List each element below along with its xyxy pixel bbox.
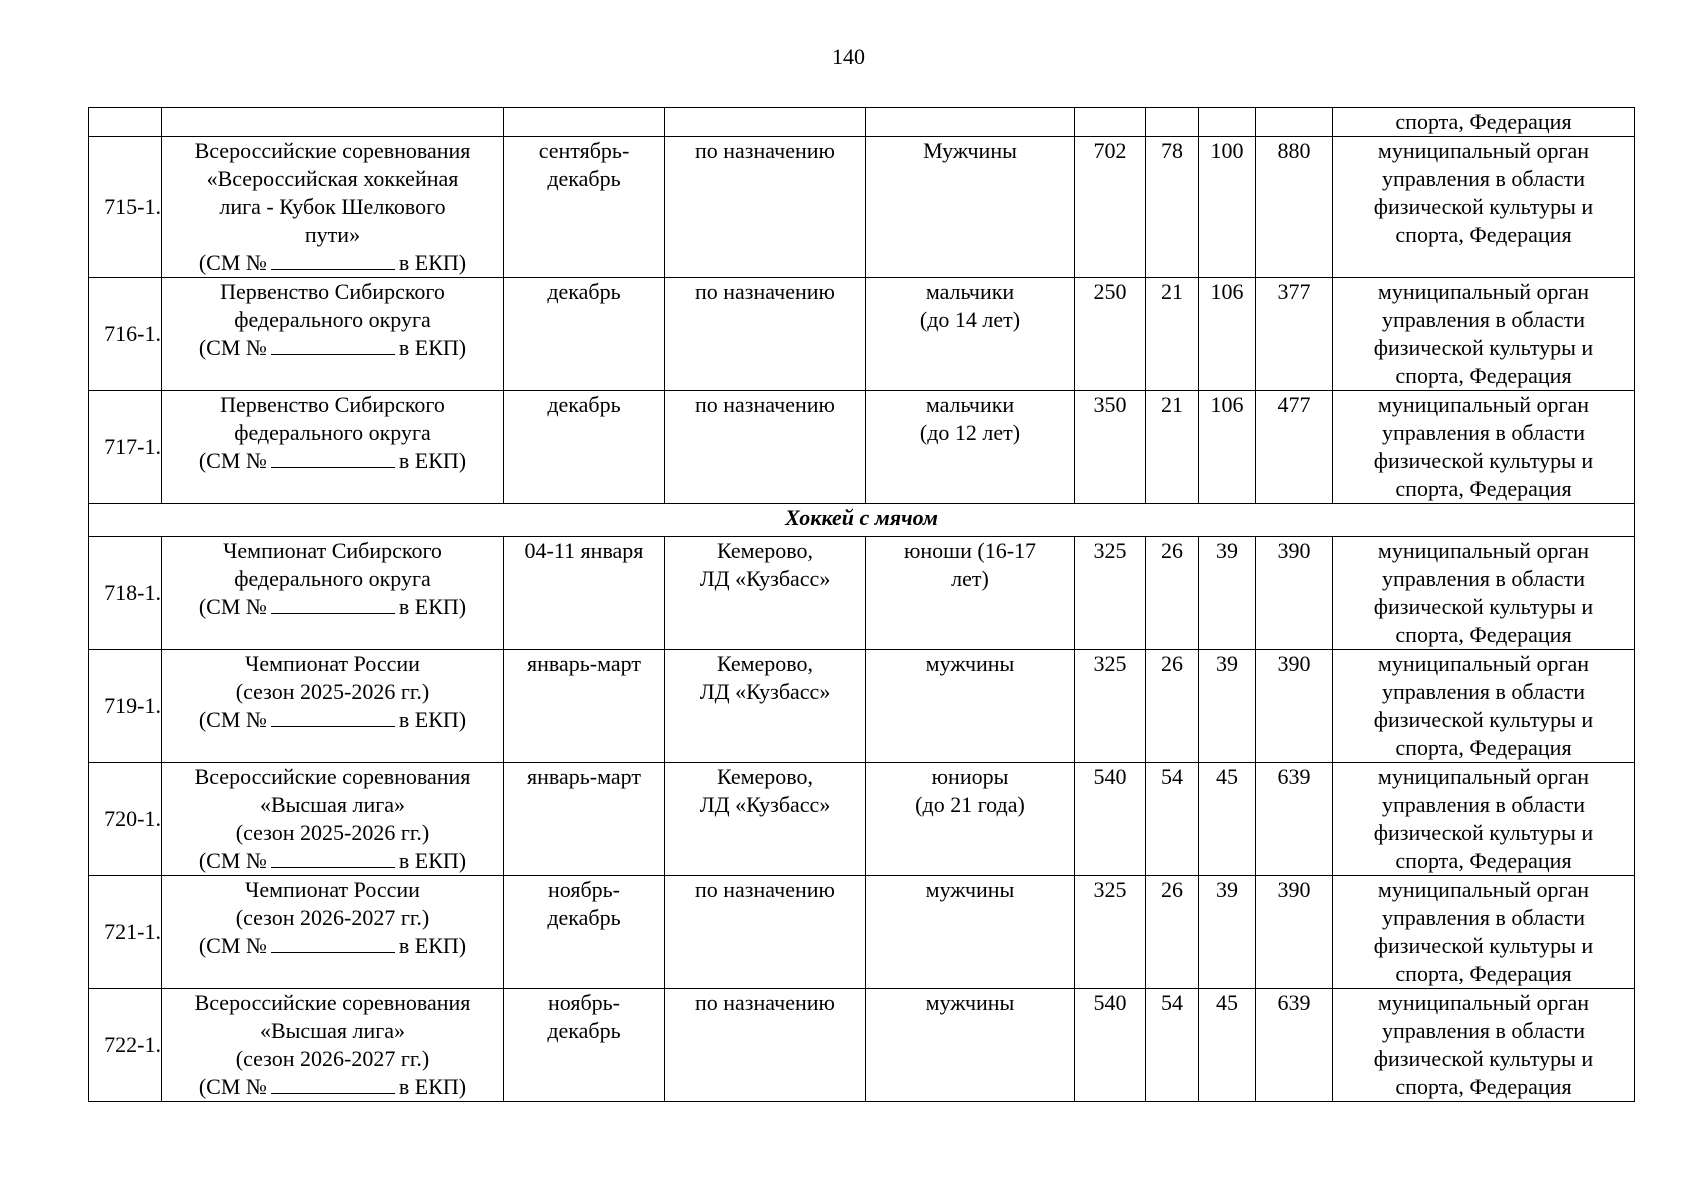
cell-v1 (1075, 763, 1146, 876)
dates-line: ноябрь- (547, 990, 621, 1015)
place-line: ЛД «Кузбасс» (699, 792, 831, 817)
value-v2: 26 (1161, 651, 1183, 676)
place-line: ЛД «Кузбасс» (699, 679, 831, 704)
event-name-line: (сезон 2025-2026 гг.) (235, 679, 430, 704)
dates-line: декабрь (547, 392, 621, 417)
ekp-number-blank (271, 849, 395, 868)
cell-num: 716-1. (89, 278, 162, 391)
value-v3: 45 (1216, 990, 1238, 1015)
cell-place (665, 989, 866, 1102)
dates-line: январь-март (527, 764, 641, 789)
events-table (88, 107, 1635, 1102)
cell-category (866, 108, 1075, 137)
cell-category (866, 391, 1075, 504)
ekp-suffix: в ЕКП) (398, 933, 467, 958)
cell-v4 (1256, 989, 1333, 1102)
cell-v2 (1146, 763, 1199, 876)
place-line: Кемерово, (716, 538, 814, 563)
ekp-reference (165, 593, 500, 621)
cell-v3 (1199, 278, 1256, 391)
cell-organizer (1333, 876, 1635, 989)
event-name-line: Всероссийские соревнования (194, 138, 471, 163)
cell-v3 (1199, 108, 1256, 137)
cell-v2 (1146, 137, 1199, 278)
place-line: ЛД «Кузбасс» (699, 566, 831, 591)
cell-organizer (1333, 137, 1635, 278)
ekp-number-blank (271, 934, 395, 953)
cell-v3 (1199, 989, 1256, 1102)
value-v4: 390 (1277, 538, 1311, 563)
ekp-reference (165, 1073, 500, 1101)
ekp-number-blank (271, 336, 395, 355)
value-v3: 39 (1216, 877, 1238, 902)
value-v3: 106 (1210, 279, 1244, 304)
cell-v3 (1199, 391, 1256, 504)
value-v1: 350 (1093, 392, 1127, 417)
cell-dates (504, 763, 665, 876)
category-line: мальчики (925, 279, 1015, 304)
dates-line: ноябрь- (547, 877, 621, 902)
cell-name (162, 876, 504, 989)
category-line: лет) (951, 566, 989, 591)
organizer-line: спорта, Федерация (1395, 622, 1572, 647)
place-line: по назначению (695, 279, 835, 304)
cell-organizer (1333, 650, 1635, 763)
category-line: мужчины (925, 877, 1015, 902)
cell-v3 (1199, 763, 1256, 876)
category-line: (до 21 года) (915, 792, 1025, 817)
event-name-line: Первенство Сибирского (220, 279, 445, 304)
dates-line: декабрь (547, 1018, 621, 1043)
organizer-line: физической культуры и (1373, 448, 1594, 473)
cell-v4 (1256, 763, 1333, 876)
place-line: Кемерово, (716, 764, 814, 789)
cell-name (162, 650, 504, 763)
cell-name (162, 278, 504, 391)
cell-dates (504, 876, 665, 989)
cell-organizer (1333, 763, 1635, 876)
cell-organizer (1333, 989, 1635, 1102)
event-name-line: Всероссийские соревнования (194, 990, 471, 1015)
value-v4: 639 (1277, 764, 1311, 789)
organizer-line: управления в области (1382, 166, 1585, 191)
ekp-prefix: (СМ № (198, 933, 267, 958)
cell-name (162, 537, 504, 650)
ekp-reference (165, 447, 500, 475)
cell-name (162, 108, 504, 137)
cell-v4 (1256, 650, 1333, 763)
ekp-suffix: в ЕКП) (398, 848, 467, 873)
organizer-line: муниципальный орган (1377, 877, 1590, 902)
cell-v3 (1199, 537, 1256, 650)
cell-v2 (1146, 650, 1199, 763)
cell-organizer (1333, 391, 1635, 504)
ekp-prefix: (СМ № (198, 707, 267, 732)
category-line: мужчины (925, 651, 1015, 676)
value-v4: 390 (1277, 651, 1311, 676)
value-v4: 880 (1277, 138, 1311, 163)
dates-line: январь-март (527, 651, 641, 676)
organizer-line: физической культуры и (1373, 1046, 1594, 1071)
value-v1: 325 (1093, 651, 1127, 676)
organizer-line: физической культуры и (1373, 194, 1594, 219)
category-line: мальчики (925, 392, 1015, 417)
table-row (89, 137, 1635, 278)
ekp-prefix: (СМ № (198, 250, 267, 275)
dates-line: 04-11 января (524, 538, 644, 563)
ekp-prefix: (СМ № (198, 1074, 267, 1099)
event-name-line: лига - Кубок Шелкового (219, 194, 446, 219)
organizer-line: управления в области (1382, 905, 1585, 930)
organizer-line: муниципальный орган (1377, 990, 1590, 1015)
cell-place (665, 137, 866, 278)
cell-v4 (1256, 391, 1333, 504)
cell-name (162, 391, 504, 504)
dates-line: декабрь (547, 166, 621, 191)
organizer-line: спорта, Федерация (1395, 848, 1572, 873)
event-name-line: (сезон 2026-2027 гг.) (235, 905, 430, 930)
cell-v4 (1256, 108, 1333, 137)
cell-category (866, 876, 1075, 989)
ekp-prefix: (СМ № (198, 848, 267, 873)
ekp-prefix: (СМ № (198, 448, 267, 473)
place-line: по назначению (695, 138, 835, 163)
place-line: Кемерово, (716, 651, 814, 676)
value-v1: 540 (1093, 990, 1127, 1015)
table-row (89, 650, 1635, 763)
organizer-line: физической культуры и (1373, 594, 1594, 619)
ekp-number-blank (271, 595, 395, 614)
value-v2: 26 (1161, 538, 1183, 563)
value-v3: 39 (1216, 651, 1238, 676)
cell-num: 718-1. (89, 537, 162, 650)
cell-place (665, 278, 866, 391)
cell-num: 720-1. (89, 763, 162, 876)
ekp-reference (165, 847, 500, 875)
value-v4: 639 (1277, 990, 1311, 1015)
value-v2: 54 (1161, 990, 1183, 1015)
event-name-line: Чемпионат России (245, 877, 420, 902)
ekp-prefix: (СМ № (198, 335, 267, 360)
cell-category (866, 989, 1075, 1102)
table-row (89, 537, 1635, 650)
event-name-line: федерального округа (234, 566, 431, 591)
organizer-line: управления в области (1382, 307, 1585, 332)
cell-v3 (1199, 137, 1256, 278)
dates-line: сентябрь- (538, 138, 630, 163)
table-row (89, 989, 1635, 1102)
organizer-line: управления в области (1382, 1018, 1585, 1043)
organizer-line: спорта, Федерация (1395, 1074, 1572, 1099)
organizer-line: муниципальный орган (1377, 764, 1590, 789)
cell-v3 (1199, 650, 1256, 763)
ekp-suffix: в ЕКП) (398, 448, 467, 473)
organizer-line: физической культуры и (1373, 707, 1594, 732)
value-v2: 26 (1161, 877, 1183, 902)
value-v2: 21 (1161, 392, 1183, 417)
cell-num: 717-1. (89, 391, 162, 504)
cell-place (665, 876, 866, 989)
event-name-line: «Высшая лига» (259, 792, 406, 817)
organizer-line: управления в области (1382, 420, 1585, 445)
value-v1: 702 (1093, 138, 1127, 163)
event-name-line: федерального округа (234, 307, 431, 332)
cell-category (866, 763, 1075, 876)
value-v1: 250 (1093, 279, 1127, 304)
value-v3: 106 (1210, 392, 1244, 417)
cell-name (162, 763, 504, 876)
cell-place (665, 763, 866, 876)
cell-category (866, 137, 1075, 278)
cell-organizer: спорта, Федерация (1333, 108, 1635, 137)
cell-place (665, 391, 866, 504)
value-v4: 377 (1277, 279, 1311, 304)
organizer-line: муниципальный орган (1377, 279, 1590, 304)
cell-dates (504, 391, 665, 504)
section-title: Хоккей с мячом (89, 504, 1635, 537)
ekp-prefix: (СМ № (198, 594, 267, 619)
cell-v2 (1146, 537, 1199, 650)
organizer-line: спорта, Федерация (1395, 476, 1572, 501)
place-line: по назначению (695, 392, 835, 417)
dates-line: декабрь (547, 279, 621, 304)
cell-dates (504, 650, 665, 763)
cell-name (162, 137, 504, 278)
table-row (89, 763, 1635, 876)
cell-num: 719-1. (89, 650, 162, 763)
cell-v2 (1146, 391, 1199, 504)
cell-dates (504, 537, 665, 650)
event-name-line: федерального округа (234, 420, 431, 445)
organizer-line: муниципальный орган (1377, 138, 1590, 163)
organizer-line: управления в области (1382, 566, 1585, 591)
table-row (89, 876, 1635, 989)
cell-place (665, 537, 866, 650)
value-v1: 540 (1093, 764, 1127, 789)
cell-v4 (1256, 278, 1333, 391)
cell-dates (504, 108, 665, 137)
organizer-line: физической культуры и (1373, 933, 1594, 958)
ekp-number-blank (271, 449, 395, 468)
cell-v1 (1075, 391, 1146, 504)
event-name-line: (сезон 2025-2026 гг.) (235, 820, 430, 845)
organizer-line: управления в области (1382, 792, 1585, 817)
section-header-row (89, 504, 1635, 537)
organizer-line: спорта, Федерация (1395, 961, 1572, 986)
cell-num (89, 108, 162, 137)
cell-category (866, 278, 1075, 391)
cell-v4 (1256, 137, 1333, 278)
cell-dates (504, 278, 665, 391)
cell-v2 (1146, 876, 1199, 989)
cell-v1 (1075, 650, 1146, 763)
organizer-line: спорта, Федерация (1395, 363, 1572, 388)
category-line: юниоры (931, 764, 1009, 789)
organizer-line: муниципальный орган (1377, 651, 1590, 676)
category-line: (до 12 лет) (919, 420, 1021, 445)
cell-v1 (1075, 137, 1146, 278)
cell-v1 (1075, 278, 1146, 391)
ekp-suffix: в ЕКП) (398, 1074, 467, 1099)
cell-num: 721-1. (89, 876, 162, 989)
cell-v3 (1199, 876, 1256, 989)
ekp-reference (165, 249, 500, 277)
value-v2: 54 (1161, 764, 1183, 789)
event-name-line: «Высшая лига» (259, 1018, 406, 1043)
category-line: (до 14 лет) (919, 307, 1021, 332)
cell-place (665, 108, 866, 137)
ekp-suffix: в ЕКП) (398, 335, 467, 360)
organizer-line: спорта, Федерация (1395, 735, 1572, 760)
ekp-suffix: в ЕКП) (398, 250, 467, 275)
category-line: Мужчины (923, 138, 1017, 163)
cell-name (162, 989, 504, 1102)
cell-dates (504, 989, 665, 1102)
event-name-line: Первенство Сибирского (220, 392, 445, 417)
cell-v4 (1256, 876, 1333, 989)
cell-v2 (1146, 989, 1199, 1102)
ekp-suffix: в ЕКП) (398, 707, 467, 732)
ekp-number-blank (271, 708, 395, 727)
value-v3: 100 (1210, 138, 1244, 163)
value-v4: 477 (1277, 392, 1311, 417)
event-name-line: пути» (304, 222, 361, 247)
table-row-continued (89, 108, 1635, 137)
event-name-line: Всероссийские соревнования (194, 764, 471, 789)
ekp-reference (165, 932, 500, 960)
organizer-line: муниципальный орган (1377, 538, 1590, 563)
cell-dates (504, 137, 665, 278)
value-v1: 325 (1093, 877, 1127, 902)
organizer-line: физической культуры и (1373, 820, 1594, 845)
organizer-line: муниципальный орган (1377, 392, 1590, 417)
cell-v1 (1075, 876, 1146, 989)
value-v3: 39 (1216, 538, 1238, 563)
cell-category (866, 650, 1075, 763)
value-v3: 45 (1216, 764, 1238, 789)
table-row (89, 391, 1635, 504)
cell-v4 (1256, 537, 1333, 650)
cell-v1 (1075, 989, 1146, 1102)
event-name-line: Чемпионат Сибирского (223, 538, 442, 563)
cell-v2 (1146, 278, 1199, 391)
event-name-line: «Всероссийская хоккейная (206, 166, 459, 191)
organizer-line: управления в области (1382, 679, 1585, 704)
ekp-reference (165, 334, 500, 362)
value-v2: 78 (1161, 138, 1183, 163)
cell-v1 (1075, 108, 1146, 137)
dates-line: декабрь (547, 905, 621, 930)
value-v4: 390 (1277, 877, 1311, 902)
cell-num: 722-1. (89, 989, 162, 1102)
cell-organizer (1333, 278, 1635, 391)
cell-organizer (1333, 537, 1635, 650)
cell-v1 (1075, 537, 1146, 650)
value-v1: 325 (1093, 538, 1127, 563)
organizer-line: спорта, Федерация (1395, 222, 1572, 247)
event-name-line: Чемпионат России (245, 651, 420, 676)
ekp-number-blank (271, 1075, 395, 1094)
cell-place (665, 650, 866, 763)
cell-num: 715-1. (89, 137, 162, 278)
ekp-number-blank (271, 251, 395, 270)
ekp-suffix: в ЕКП) (398, 594, 467, 619)
place-line: по назначению (695, 990, 835, 1015)
category-line: мужчины (925, 990, 1015, 1015)
organizer-line: физической культуры и (1373, 335, 1594, 360)
place-line: по назначению (695, 877, 835, 902)
table-row (89, 278, 1635, 391)
page-number: 140 (832, 44, 865, 69)
cell-v2 (1146, 108, 1199, 137)
cell-category (866, 537, 1075, 650)
category-line: юноши (16-17 (903, 538, 1037, 563)
value-v2: 21 (1161, 279, 1183, 304)
event-name-line: (сезон 2026-2027 гг.) (235, 1046, 430, 1071)
ekp-reference (165, 706, 500, 734)
